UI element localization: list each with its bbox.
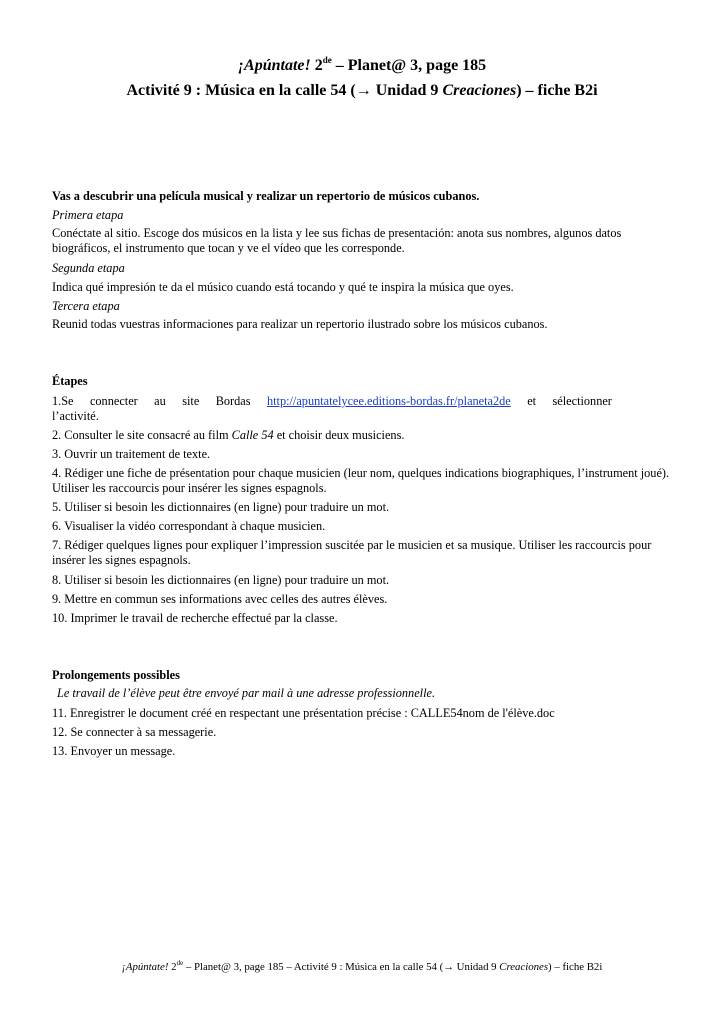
step-12: 12. Se connecter à sa messagerie.: [52, 725, 217, 739]
step-1: 1.Se connecter au site Bordas http://apuntatelycee.editions-bordas.fr/planeta2de et sélectionner: [52, 394, 612, 408]
step-2: 2. Consulter le site consacré au film Calle 54 et choisir deux musiciens.: [52, 428, 405, 442]
stage3-title: Tercera etapa: [52, 299, 120, 313]
prolongements-note: Le travail de l’élève peut être envoyé par mail à une adresse professionnelle.: [57, 686, 436, 700]
step-7: 7. Rédiger quelques lignes pour expliquer l’impression suscitée par le musicien et sa musique. Utiliser les raccourcis pour insérer les signes espagnols.: [52, 538, 652, 567]
step-3: 3. Ouvrir un traitement de texte.: [52, 447, 211, 461]
step-11: 11. Enregistrer le document créé en respectant une présentation précise : CALLE54nom de l'élève.doc: [52, 706, 555, 720]
intro-lead: Vas a descubrir una película musical y realizar un repertorio de músicos cubanos.: [52, 189, 480, 203]
page-footer: ¡Apúntate! 2de – Planet@ 3, page 185 – Activité 9 : Música en la calle 54 (→ Unidad 9 Creaciones) – fiche B2i: [121, 959, 603, 973]
stage3-text: Reunid todas vuestras informaciones para realizar un repertorio ilustrado sobre los músicos cubanos.: [52, 317, 548, 331]
page-subtitle: Activité 9 : Música en la calle 54 (→ Unidad 9 Creaciones) – fiche B2i: [126, 82, 598, 99]
title-level: 2de: [314, 55, 332, 74]
prolongements-heading: Prolongements possibles: [52, 668, 180, 682]
step-1-continued: l’activité.: [52, 409, 99, 423]
stage1-text: Conéctate al sitio. Escoge dos músicos en la lista y lee sus fichas de presentación: anota sus nombres, algunos datos biográficos, el instrumento que tocan y ve el vídeo que les corresponde.: [52, 226, 622, 255]
title-rest: – Planet@ 3, page 185: [335, 57, 487, 74]
arrow-icon: →: [443, 961, 454, 973]
step-8: 8. Utiliser si besoin les dictionnaires (en ligne) pour traduire un mot.: [52, 573, 390, 587]
bordas-link[interactable]: http://apuntatelycee.editions-bordas.fr/planeta2de: [266, 394, 511, 408]
step-5: 5. Utiliser si besoin les dictionnaires (en ligne) pour traduire un mot.: [52, 500, 390, 514]
step-9: 9. Mettre en commun ses informations avec celles des autres élèves.: [52, 592, 388, 606]
stage2-text: Indica qué impresión te da el músico cuando está tocando y qué te inspira la música que oyes.: [52, 280, 514, 294]
step-13: 13. Envoyer un message.: [52, 744, 176, 758]
step-6: 6. Visualiser la vidéo correspondant à chaque musicien.: [52, 519, 326, 533]
stage1-title: Primera etapa: [52, 208, 124, 222]
page-title: [0, 57, 724, 75]
step-4: 4. Rédiger une fiche de présentation pour chaque musicien (leur nom, quelques indications biographiques, l’instrument joué). Utiliser les raccourcis pour insérer les signes espagnols.: [52, 466, 670, 495]
stage2-title: Segunda etapa: [52, 261, 125, 275]
title-book-name: ¡Apúntate!: [237, 57, 311, 74]
etapes-heading: Étapes: [52, 374, 88, 388]
step-10: 10. Imprimer le travail de recherche effectué par la classe.: [52, 611, 338, 625]
arrow-icon: →: [355, 82, 372, 99]
